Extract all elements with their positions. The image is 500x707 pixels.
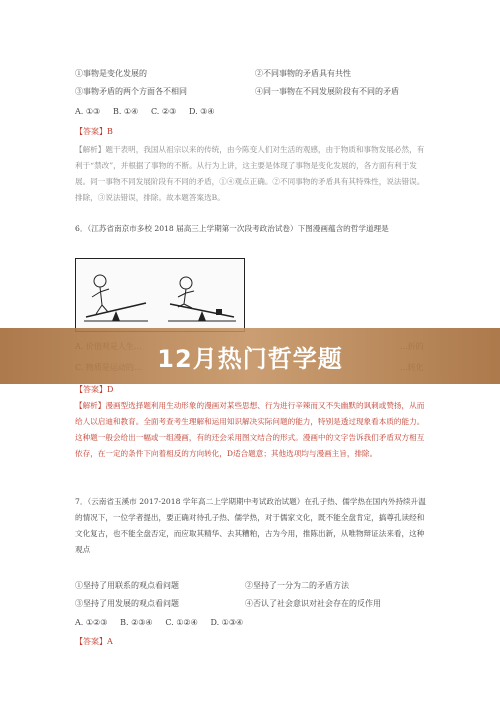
q7-choices bbox=[75, 617, 243, 628]
q-prev-answer: 【答案】B bbox=[75, 127, 113, 136]
q6-answer: 【答案】D bbox=[75, 385, 114, 394]
q7-option-4: ④否认了社会意识对社会存在的反作用 bbox=[245, 599, 381, 608]
q-prev-option-1: ①事物是变化发展的 bbox=[75, 69, 147, 78]
q-prev-choice-a: A. ①③ bbox=[75, 107, 101, 116]
q-prev-choice-d: D. ③④ bbox=[188, 107, 215, 116]
q-prev-choice-c: C. ②③ bbox=[150, 107, 177, 116]
q-prev-option-4: ④同一事物在不同发展阶段有不同的矛盾 bbox=[255, 87, 399, 96]
banner-title: 12月热门哲学题 bbox=[157, 344, 343, 373]
cartoon-seesaw-figure bbox=[75, 258, 245, 332]
q7-option-2: ②坚持了一分为二的矛盾方法 bbox=[245, 581, 349, 590]
cartoon-seesaw-drawing bbox=[76, 259, 244, 331]
q6-analysis bbox=[75, 398, 430, 462]
q-prev-choices bbox=[75, 106, 215, 117]
q7-stem: 7．（云南省玉溪市 2017-2018 学年高二上学期期中考试政治试题）在孔子热、儒学热在国内外持续升温的情况下，一位学者提出，要正确对待孔子热、儒学热，对于儒家文化，既不能全盘肯定，搞尊孔读经和文化复古，也不能全盘否定，而应取其精华、去其糟粕，古为今用，推陈出新，从唯物辩证法来看，这种观点 bbox=[75, 497, 426, 554]
q-prev-analysis: 【解析】题干表明，我国从祖宗以来的传统，由今陈变人们对生活的观感，由于物质和事物发展必然，有利于“禁改”，并根据了事物的不断。从行为上讲，这主要是体现了事物是变化发展的，各方面有利于发展。同一事物不同发展阶段有不同的矛盾，①④观点正确。②不同事物的矛盾具有其特殊性，说法错误。排除，③说法错误，排除。故本题答案选B。 bbox=[75, 145, 425, 202]
title-banner bbox=[0, 328, 500, 384]
q7-option-1: ①坚持了用联系的观点看问题 bbox=[75, 581, 179, 590]
q7-choice-b: B. ②③④ bbox=[120, 618, 153, 627]
q7-choice-d: D. ①③④ bbox=[210, 618, 244, 627]
q7-option-3: ③坚持了用发展的观点看问题 bbox=[75, 599, 179, 608]
q-prev-choice-b: B. ①④ bbox=[112, 107, 139, 116]
q7-choice-c: C. ①②④ bbox=[165, 618, 198, 627]
q6-analysis-label: 【解析】 bbox=[75, 401, 106, 410]
q-prev-option-3: ③事物矛盾的两个方面各不相同 bbox=[75, 87, 187, 96]
q7-answer: 【答案】A bbox=[75, 637, 113, 646]
q6-analysis-text: 漫画型选择题利用生动形象的漫画对某些思想、行为进行辛辣而又不失幽默的讽刺或赞扬，从而给人以启迪和教育。全面考查考生理解和运用知识解决实际问题的能力，特别是透过现象看本质的能力。这种题一般会给出一幅或一组漫画，有的还会采用图文结合的形式。漫画中的文字告诉我们矛盾双方相互依存，在一定的条件下向着相反的方向转化，D适合题意；其他选项均与漫画主旨，排除。 bbox=[75, 401, 425, 458]
q-prev-option-2: ②不同事物的矛盾具有共性 bbox=[255, 69, 351, 78]
q7-choice-a: A. ①②③ bbox=[75, 618, 108, 627]
q6-stem: 6．（江苏省南京市多校 2018 届高三上学期第一次段考政治试卷）下图漫画蕴含的哲学道理是 bbox=[75, 224, 389, 233]
